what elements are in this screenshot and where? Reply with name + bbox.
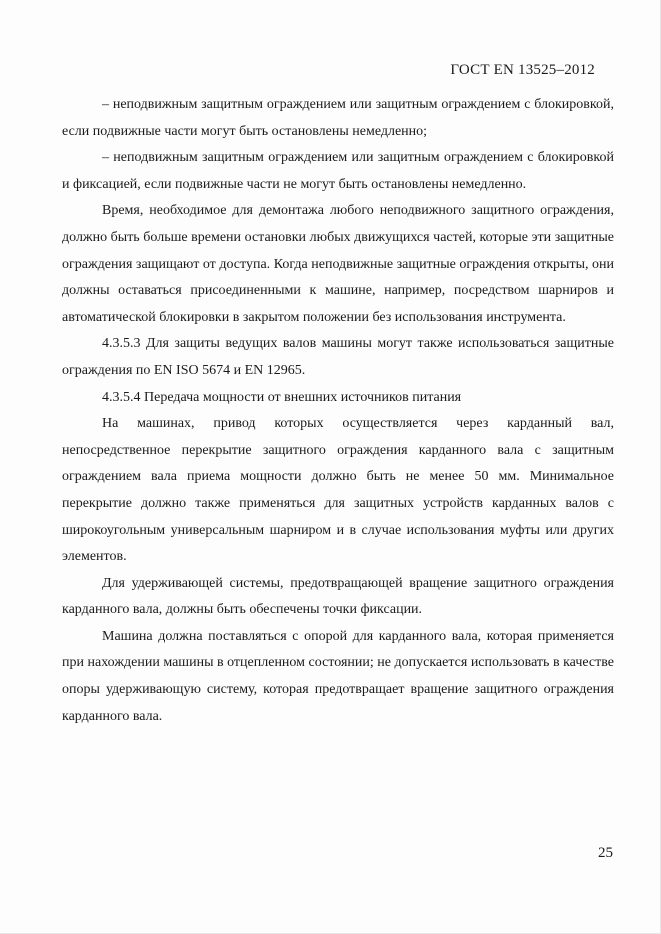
- paragraph-list-item-1: – неподвижным защитным ограждением или защитным ограждением с блокировкой, если подвижные части могут быть остановлены немедленно;: [62, 97, 614, 139]
- clause-4-3-5-3: 4.3.5.3 Для защиты ведущих валов машины могут также использоваться защитные ограждения по EN ISO 5674 и EN 12965.: [62, 336, 614, 378]
- page-number: 25: [598, 845, 613, 861]
- clause-4-3-5-4-heading: 4.3.5.4 Передача мощности от внешних источников питания: [102, 389, 462, 405]
- document-header: ГОСТ EN 13525–2012: [450, 62, 595, 78]
- paragraph-support: Машина должна поставляться с опорой для карданного вала, которая применяется при нахождении машины в отцепленном состоянии; не допускается использовать в качестве опоры удерживающую систему, которая предотвращает вращение защитного ограждения карданного вала.: [62, 628, 614, 724]
- paragraph-guard-removal: Время, необходимое для демонтажа любого неподвижного защитного ограждения, должно быть больше времени остановки любых движущихся частей, которые эти защитные ограждения защищают от доступа. Когда неподвижные защитные ограждения открыты, они должны оставаться присоединенными к машине, например, посредством шарниров и автоматической блокировки в закрытом положении без использования инструмента.: [62, 203, 614, 325]
- paragraph-cardan-overlap: На машинах, привод которых осуществляется через карданный вал, непосредственное перекрытие защитного ограждения карданного вала с защитным ограждением вала приема мощности должно быть не менее 50 мм. Минимальное перекрытие должно также применяться для защитных устройств карданных валов с широкоугольным универсальным шарниром и в случае использования муфты или других элементов.: [62, 416, 614, 565]
- body-text: [62, 92, 614, 730]
- paragraph-list-item-2: – неподвижным защитным ограждением или защитным ограждением с блокировкой и фиксацией, если подвижные части не могут быть остановлены немедленно.: [62, 150, 614, 192]
- paragraph-fixing-points: Для удерживающей системы, предотвращающей вращение защитного ограждения карданного вала, должны быть обеспечены точки фиксации.: [62, 575, 614, 618]
